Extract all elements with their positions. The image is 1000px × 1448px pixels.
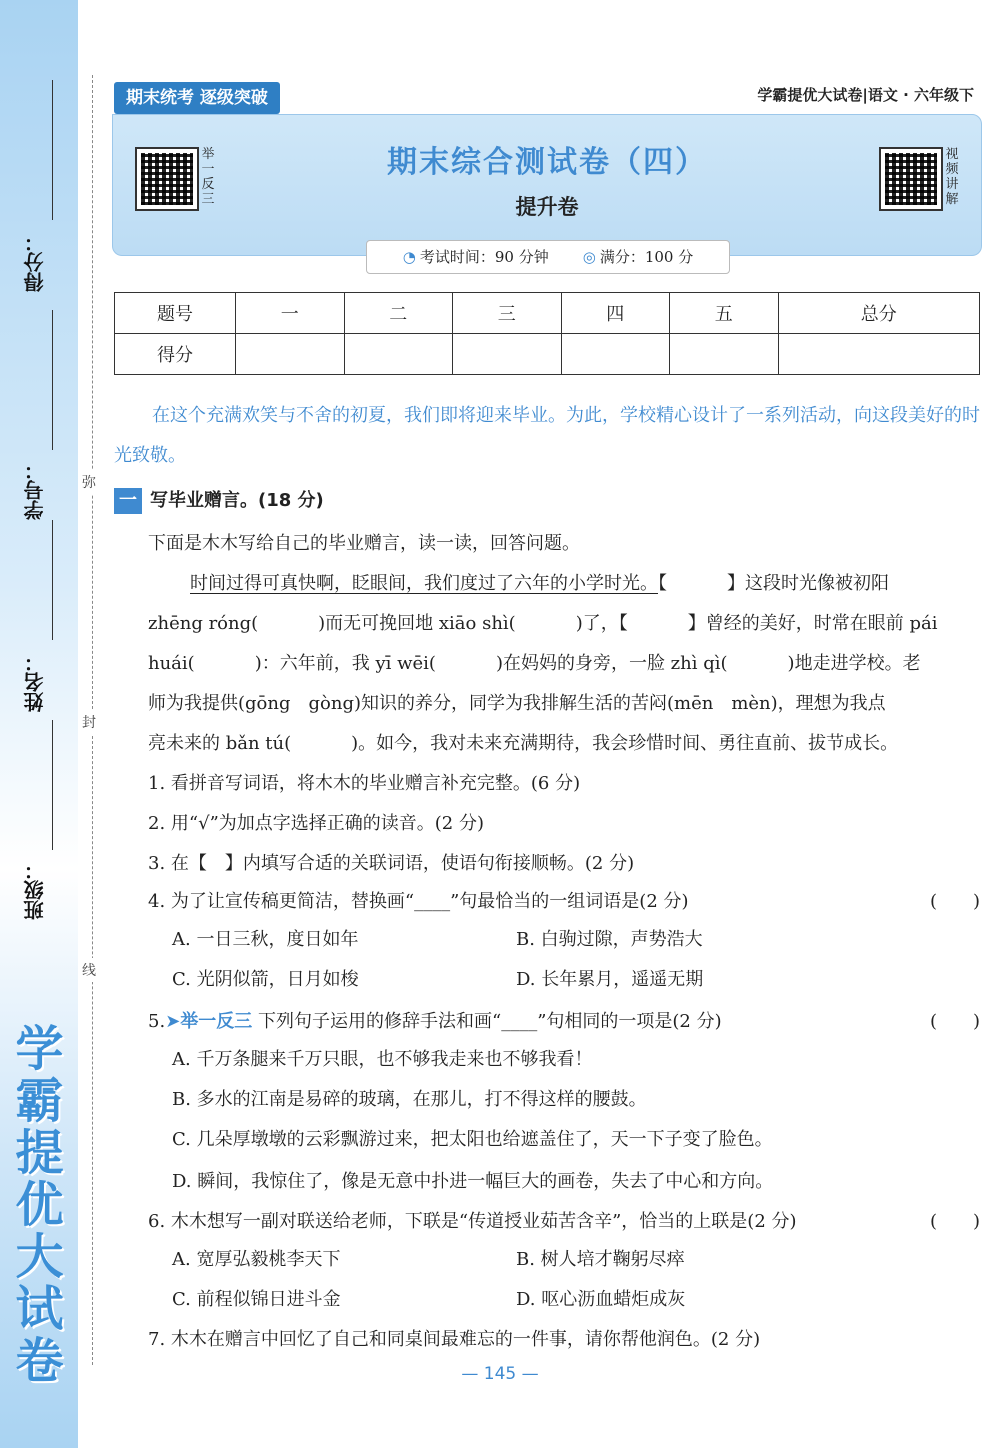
score-input-cell[interactable] xyxy=(670,334,779,375)
passage-text: 亮未来的 bǎn tú( xyxy=(148,733,292,754)
section-heading xyxy=(114,485,324,517)
passage-line-5 xyxy=(148,724,980,764)
question-5 xyxy=(148,1002,980,1042)
full-score-text: 满分：100 分 xyxy=(599,248,694,266)
passage-text: huái( xyxy=(148,653,195,674)
name-field-label: 姓名： xyxy=(23,652,47,712)
question-3: 3. 在【 】内填写合适的关联词语，使语句衔接顺畅。(2 分) xyxy=(148,853,635,874)
table-cell: 二 xyxy=(344,293,453,334)
table-cell: 五 xyxy=(670,293,779,334)
score-input-cell[interactable] xyxy=(778,334,980,375)
answer-paren[interactable]: ( ) xyxy=(929,1211,980,1232)
passage-text: 】曾经的美好，时常在眼前 pái xyxy=(687,613,938,634)
option-4b[interactable]: B. 白驹过隙，声势浩大 xyxy=(516,929,703,950)
option-5d[interactable]: D. 瞬间，我惊住了，像是无意中扑进一幅巨大的画卷，失去了中心和方向。 xyxy=(172,1171,774,1192)
question-1: 1. 看拼音写词语，将木木的毕业赠言补充完整。(6 分) xyxy=(148,773,581,794)
exam-info-bar xyxy=(366,240,730,274)
answer-paren[interactable]: ( ) xyxy=(929,891,980,912)
spine-brand-logo: 学霸提优大试卷 xyxy=(7,1023,63,1387)
table-cell: 得分 xyxy=(115,334,236,375)
passage-text: )地走进学校。老 xyxy=(787,653,921,674)
table-cell: 三 xyxy=(453,293,562,334)
score-input-cell[interactable] xyxy=(561,334,670,375)
cut-mark-xian: 线 xyxy=(82,958,96,982)
passage-text: )在妈妈的身旁，一脸 zhì qì( xyxy=(495,653,728,674)
table-cell: 总分 xyxy=(778,293,980,334)
section-title: 写毕业赠言。(18 分) xyxy=(150,490,324,511)
exam-time-text: 考试时间：90 分钟 xyxy=(419,248,549,266)
option-5c[interactable]: C. 几朵厚墩墩的云彩飘游过来，把太阳也给遮盖住了，天一下子变了脸色。 xyxy=(172,1129,773,1150)
passage-text: )了，【 xyxy=(575,613,628,634)
score-table-score-row xyxy=(115,334,980,375)
score-input-cell[interactable] xyxy=(344,334,453,375)
score-input-cell[interactable] xyxy=(236,334,345,375)
passage-text: zhēng róng( xyxy=(148,613,259,634)
question-2: 2. 用“√”为加点字选择正确的读音。(2 分) xyxy=(148,813,484,834)
passage-text: )：六年前，我 yī wēi( xyxy=(254,653,436,674)
option-6c[interactable]: C. 前程似锦日进斗金 xyxy=(172,1289,341,1310)
passage-line-4: 师为我提供(gōng gòng)知识的养分，同学为我排解生活的苦闷(mēn mèn)，理想为我点 xyxy=(148,693,886,714)
score-input-cell[interactable] xyxy=(453,334,562,375)
exam-time xyxy=(403,241,549,273)
cut-mark-feng: 封 xyxy=(82,710,96,734)
passage-line-1 xyxy=(190,564,980,604)
page-number: — 145 — xyxy=(461,1364,539,1384)
score-table-header-row xyxy=(115,293,980,334)
intro-paragraph: 在这个充满欢笑与不舍的初夏，我们即将迎来毕业。为此，学校精心设计了一系列活动，向这段美好的时光致敬。 xyxy=(114,405,980,466)
student-id-field-label: 学号： xyxy=(23,460,47,520)
score-table xyxy=(114,292,980,375)
answer-paren[interactable]: ( ) xyxy=(929,1011,980,1032)
check-icon: ◎ xyxy=(582,248,596,266)
name-field-line xyxy=(52,520,53,640)
page-title: 期末综合测试卷（四） xyxy=(387,145,707,180)
question-text: 4. 为了让宣传稿更简洁，替换画“____”句最恰当的一组词语是(2 分) xyxy=(148,891,689,912)
table-cell: 一 xyxy=(236,293,345,334)
passage-text: 【 xyxy=(658,573,667,594)
option-6b[interactable]: B. 树人培才鞠躬尽瘁 xyxy=(516,1249,685,1270)
series-badge: 期末统考 逐级突破 xyxy=(114,82,280,114)
underlined-sentence: 时间过得可真快啊，眨眼间，我们度过了六年的小学时光。 xyxy=(190,573,658,594)
question-text: 6. 木木想写一副对联送给老师，下联是“传道授业茹苦含辛”，恰当的上联是(2 分) xyxy=(148,1211,797,1232)
option-6d[interactable]: D. 呕心沥血蜡炬成灰 xyxy=(516,1289,686,1310)
question-6 xyxy=(148,1202,980,1242)
option-4a[interactable]: A. 一日三秋，度日如年 xyxy=(172,929,359,950)
option-6a[interactable]: A. 宽厚弘毅桃李天下 xyxy=(172,1249,341,1270)
class-field-line xyxy=(52,720,53,850)
passage-text: )而无可挽回地 xiāo shì( xyxy=(318,613,516,634)
option-4c[interactable]: C. 光阴似箭，日月如梭 xyxy=(172,969,359,990)
score-field-line xyxy=(52,80,53,220)
cut-mark-mi: 弥 xyxy=(82,470,96,494)
option-5a[interactable]: A. 千万条腿来千万只眼，也不够我走来也不够我看！ xyxy=(172,1049,593,1070)
qr-left-label: 举一反三 xyxy=(201,147,215,207)
table-cell: 四 xyxy=(561,293,670,334)
clock-icon: ◔ xyxy=(402,248,416,266)
qr-code-right[interactable] xyxy=(879,147,943,211)
section-number: 一 xyxy=(114,488,142,514)
table-cell: 题号 xyxy=(115,293,236,334)
qr-right-label: 视频讲解 xyxy=(945,147,959,207)
title-banner xyxy=(112,114,982,256)
question-4 xyxy=(148,882,980,922)
extension-tag: ➤举一反三 xyxy=(165,1011,253,1032)
student-id-field-line xyxy=(52,310,53,450)
series-title: 学霸提优大试卷|语文 · 六年级下 xyxy=(757,86,974,104)
passage-line-3 xyxy=(148,644,980,684)
section-lead: 下面是木木写给自己的毕业赠言，读一读，回答问题。 xyxy=(148,533,580,554)
option-4d[interactable]: D. 长年累月，遥遥无期 xyxy=(516,969,704,990)
passage-line-2 xyxy=(148,604,980,644)
option-5b[interactable]: B. 多水的江南是易碎的玻璃，在那儿，打不得这样的腰鼓。 xyxy=(172,1089,647,1110)
question-7: 7. 木木在赠言中回忆了自己和同桌间最难忘的一件事，请你帮他润色。(2 分) xyxy=(148,1329,761,1350)
full-score xyxy=(583,241,694,273)
question-text: 下列句子运用的修辞手法和画“____”句相同的一项是(2 分) xyxy=(252,1011,722,1032)
question-number: 5. xyxy=(148,1011,166,1032)
page-subtitle: 提升卷 xyxy=(515,195,579,219)
passage-text: )。如今，我对未来充满期待，我会珍惜时间、勇往直前、拔节成长。 xyxy=(351,733,899,754)
class-field-label: 班级： xyxy=(23,860,47,920)
score-field-label: 得分： xyxy=(23,232,47,292)
passage-text: 】这段时光像被初阳 xyxy=(727,573,889,594)
